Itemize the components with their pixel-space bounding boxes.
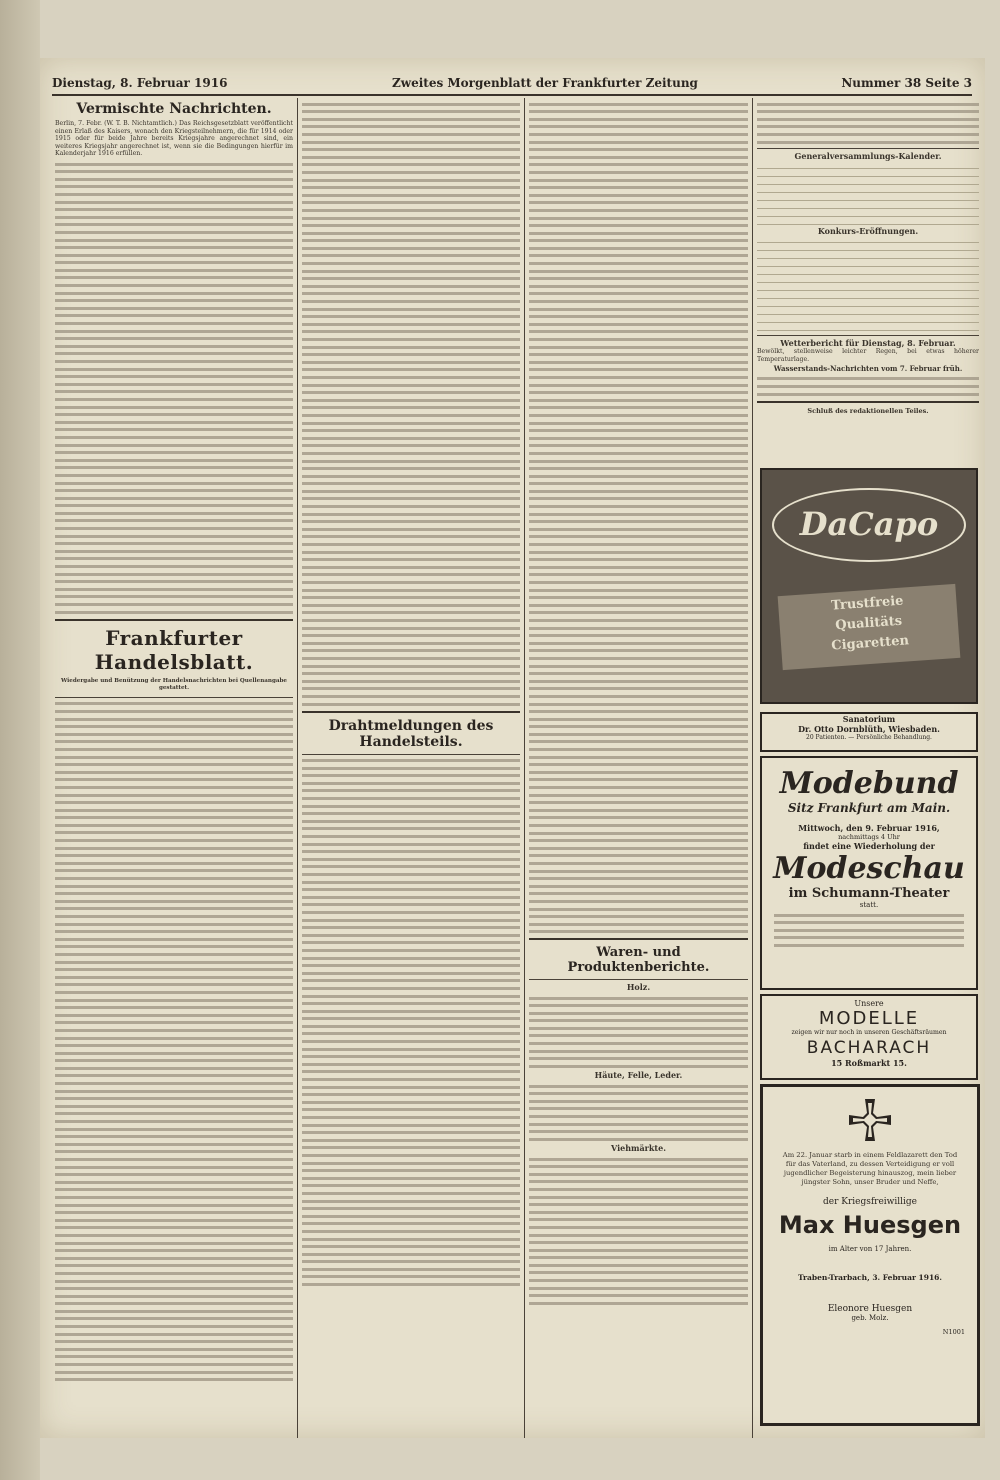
death-age: im Alter von 17 Jahren. bbox=[828, 1245, 912, 1253]
death-name: Max Huesgen bbox=[778, 1211, 962, 1239]
column-1 bbox=[55, 98, 293, 1438]
modebund-time: nachmittags 4 Uhr bbox=[838, 833, 900, 841]
konkurs-title: Konkurs-Eröffnungen. bbox=[817, 225, 919, 236]
header-date: Dienstag, 8. Februar 1916 bbox=[52, 76, 228, 90]
modebund-ad bbox=[760, 756, 978, 990]
drahtmeldungen-title: Drahtmeldungen des Handelsteils. bbox=[328, 717, 494, 750]
death-code: N1001 bbox=[942, 1328, 965, 1336]
bacharach-ad bbox=[760, 994, 978, 1080]
dacapo-ad bbox=[760, 468, 978, 704]
column-rule bbox=[297, 98, 298, 1438]
kalender-table bbox=[757, 161, 979, 225]
body-text bbox=[757, 103, 979, 144]
page-binding-edge bbox=[0, 0, 40, 1480]
schluss-line: Schluß des redaktionellen Teiles. bbox=[807, 406, 929, 415]
haeute-heading: Häute, Felle, Leder. bbox=[594, 1070, 683, 1081]
sanatorium-ad bbox=[760, 712, 978, 752]
sanatorium-name: Dr. Otto Dornblüth, Wiesbaden. bbox=[798, 724, 940, 734]
wetter-title: Wetterbericht für Dienstag, 8. Februar. bbox=[780, 338, 956, 349]
death-sign: Eleonore Huesgen bbox=[827, 1304, 913, 1314]
handelsblatt-note: Wiedergabe und Benützung der Handelsnachrichten bei Quellenangabe gestattet. bbox=[61, 677, 287, 692]
waren-title: Waren- und Produktenberichte. bbox=[567, 945, 710, 976]
body-text bbox=[55, 702, 293, 1381]
death-notice bbox=[760, 1084, 980, 1426]
column-rule bbox=[524, 98, 525, 1438]
modeschau-title: Modeschau bbox=[773, 851, 965, 886]
statt-line: statt. bbox=[859, 901, 879, 909]
vieh-heading: Viehmärkte. bbox=[611, 1143, 666, 1154]
body-text bbox=[55, 163, 293, 614]
body-text bbox=[302, 103, 520, 706]
dacapo-logo: DaCapo bbox=[772, 488, 966, 562]
body-text bbox=[529, 103, 748, 934]
holz-heading: Holz. bbox=[626, 982, 651, 993]
konkurs-table bbox=[757, 235, 979, 331]
rossmarkt-line: 15 Roßmarkt 15. bbox=[831, 1058, 907, 1068]
death-place: Traben-Trarbach, 3. Februar 1916. bbox=[797, 1273, 942, 1282]
death-text: Am 22. Januar starb in einem Feldlazarett den Tod für das Vaterland, zu dessen Verteidigung er voll jugendlicher Begeisterung hinauszog, mein lieber jüngster Sohn, unser Bruder und Neffe, bbox=[782, 1151, 958, 1186]
sanatorium-label: Sanatorium bbox=[842, 714, 896, 724]
wetter-text: Bewölkt, stellenweise leichter Regen, bei etwas höherer Temperaturlage. bbox=[757, 347, 979, 363]
handelsblatt-title: Frankfurter Handelsblatt. bbox=[94, 625, 254, 674]
theater-line: im Schumann-Theater bbox=[788, 886, 950, 901]
modebund-sub: Sitz Frankfurt am Main. bbox=[787, 801, 951, 815]
wasser-title: Wasserstands-Nachrichten vom 7. Februar früh. bbox=[773, 364, 963, 374]
body-text bbox=[529, 1158, 748, 1305]
header-number: Nummer 38 Seite 3 bbox=[841, 76, 972, 90]
modebund-date: Mittwoch, den 9. Februar 1916, bbox=[798, 823, 940, 833]
body-text bbox=[302, 759, 520, 1286]
dacapo-sub3: Cigaretten bbox=[830, 633, 910, 654]
column-2 bbox=[302, 98, 520, 1438]
dacapo-box bbox=[778, 584, 961, 670]
news-item: Berlin, 7. Febr. (W. T. B. Nichtamtlich.) Das Reichsgesetzblatt veröffentlicht einen Erlaß des Kaisers, wonach den Kriegsteilnehmern, die für 1914 oder 1915 oder für beide Jahre bereits Kriegsjahre angerechnet sind, ein weiteres Kriegsjahr angerechnet ist, wenn sie die Bedingungen hierfür im Kalenderjahr 1916 erfüllen. bbox=[55, 120, 293, 158]
body-text bbox=[529, 1085, 748, 1141]
header-edition: Zweites Morgenblatt der Frankfurter Zeitung bbox=[392, 76, 698, 90]
modelle-title: MODELLE bbox=[818, 1008, 920, 1029]
death-sign2: geb. Molz. bbox=[851, 1314, 889, 1322]
dacapo-sub2: Qualitäts bbox=[834, 613, 903, 634]
column-4 bbox=[757, 98, 979, 458]
death-role: der Kriegsfreiwillige bbox=[822, 1197, 917, 1207]
kalender-title: Generalversammlungs-Kalender. bbox=[794, 151, 942, 162]
modebund-title: Modebund bbox=[779, 766, 959, 801]
column-rule bbox=[752, 98, 753, 1438]
sanatorium-sub: 20 Patienten. — Persönliche Behandlung. bbox=[806, 734, 932, 741]
modebund-line: findet eine Wiederholung der bbox=[803, 841, 935, 851]
vermischte-title: Vermischte Nachrichten. bbox=[76, 101, 272, 117]
iron-cross-icon bbox=[847, 1097, 893, 1143]
page-header bbox=[52, 76, 972, 96]
dacapo-sub1: Trustfreie bbox=[830, 593, 904, 614]
modebund-text bbox=[774, 914, 964, 947]
modelle-sub: zeigen wir nur noch in unseren Geschäftsräumen bbox=[791, 1029, 947, 1036]
body-text bbox=[529, 997, 748, 1068]
column-3 bbox=[529, 98, 748, 1438]
modelle-intro: Unsere bbox=[854, 999, 884, 1008]
bacharach-title: BACHARACH bbox=[806, 1038, 932, 1058]
body-text bbox=[757, 377, 979, 395]
